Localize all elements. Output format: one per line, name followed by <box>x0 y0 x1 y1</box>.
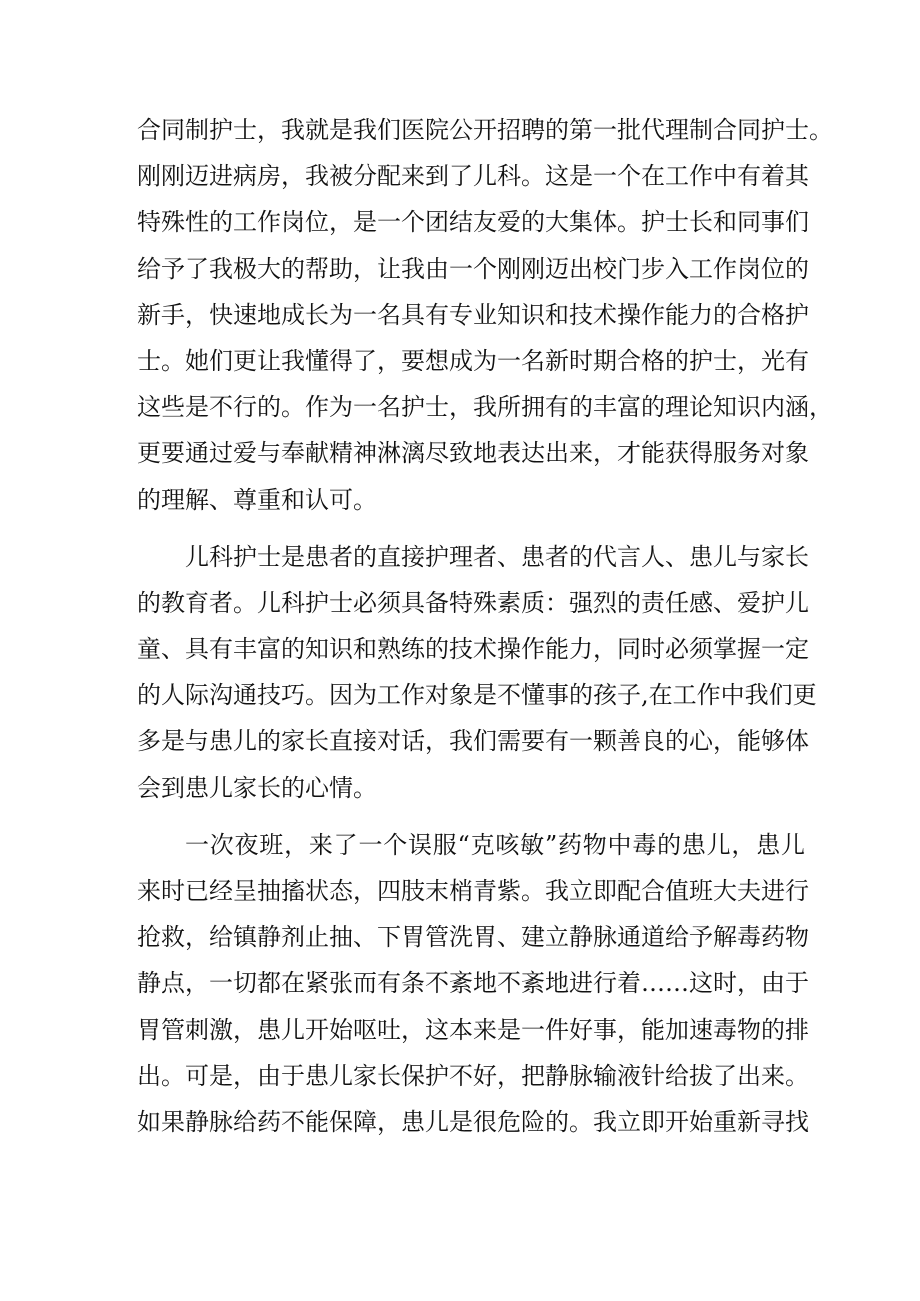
text-line: 刚刚迈进病房，我被分配来到了儿科。这是一个在工作中有着其 <box>137 162 809 191</box>
text-line: 来时已经呈抽搐状态，四肢末梢青紫。我立即配合值班大夫进行 <box>137 877 809 905</box>
text-line: 的人际沟通技巧。因为工作对象是不懂事的孩子,在工作中我们更 <box>137 681 817 710</box>
paragraph-2 <box>137 534 817 811</box>
paragraph-1 <box>137 107 833 523</box>
body-text <box>137 107 833 1145</box>
text-line: 会到患儿家长的心情。 <box>137 773 377 802</box>
text-line: 的教育者。儿科护士必须具备特殊素质：强烈的责任感、爱护儿 <box>137 588 809 617</box>
paragraph-3 <box>137 822 809 1145</box>
text-line: 合同制护士，我就是我们医院公开招聘的第一批代理制合同护士。 <box>137 116 833 144</box>
paragraph-spacing <box>137 523 805 534</box>
paragraph-spacing <box>137 811 805 822</box>
text-line: 这些是不行的。作为一名护士，我所拥有的丰富的理论知识内涵， <box>137 393 833 422</box>
text-line: 给予了我极大的帮助，让我由一个刚刚迈出校门步入工作岗位的 <box>137 254 809 283</box>
text-line: 多是与患儿的家长直接对话，我们需要有一颗善良的心，能够体 <box>137 727 809 756</box>
text-line: 的理解、尊重和认可。 <box>137 485 377 514</box>
text-line: 静点，一切都在紧张而有条不紊地不紊地进行着……这时，由于 <box>137 969 809 998</box>
text-line: 特殊性的工作岗位，是一个团结友爱的大集体。护士长和同事们 <box>137 208 809 237</box>
text-line: 胃管刺激，患儿开始呕吐，这本来是一件好事，能加速毒物的排 <box>137 1015 809 1044</box>
text-line: 更要通过爱与奉献精神淋漓尽致地表达出来，才能获得服务对象 <box>137 439 809 468</box>
text-line: 如果静脉给药不能保障，患儿是很危险的。我立即开始重新寻找 <box>137 1107 809 1136</box>
text-line: 童、具有丰富的知识和熟练的技术操作能力，同时必须掌握一定 <box>137 635 809 664</box>
text-line: 新手，快速地成长为一名具有专业知识和技术操作能力的合格护 <box>137 300 809 329</box>
text-line: 一次夜班，来了一个误服“克咳敏”药物中毒的患儿，患儿 <box>185 830 805 859</box>
text-line: 儿科护士是患者的直接护理者、患者的代言人、患儿与家长 <box>185 542 809 571</box>
text-line: 出。可是，由于患儿家长保护不好，把静脉输液针给拔了出来。 <box>137 1061 809 1090</box>
text-line: 抢救，给镇静剂止抽、下胃管洗胃、建立静脉通道给予解毒药物 <box>137 923 809 952</box>
text-line: 士。她们更让我懂得了，要想成为一名新时期合格的护士，光有 <box>137 346 809 375</box>
